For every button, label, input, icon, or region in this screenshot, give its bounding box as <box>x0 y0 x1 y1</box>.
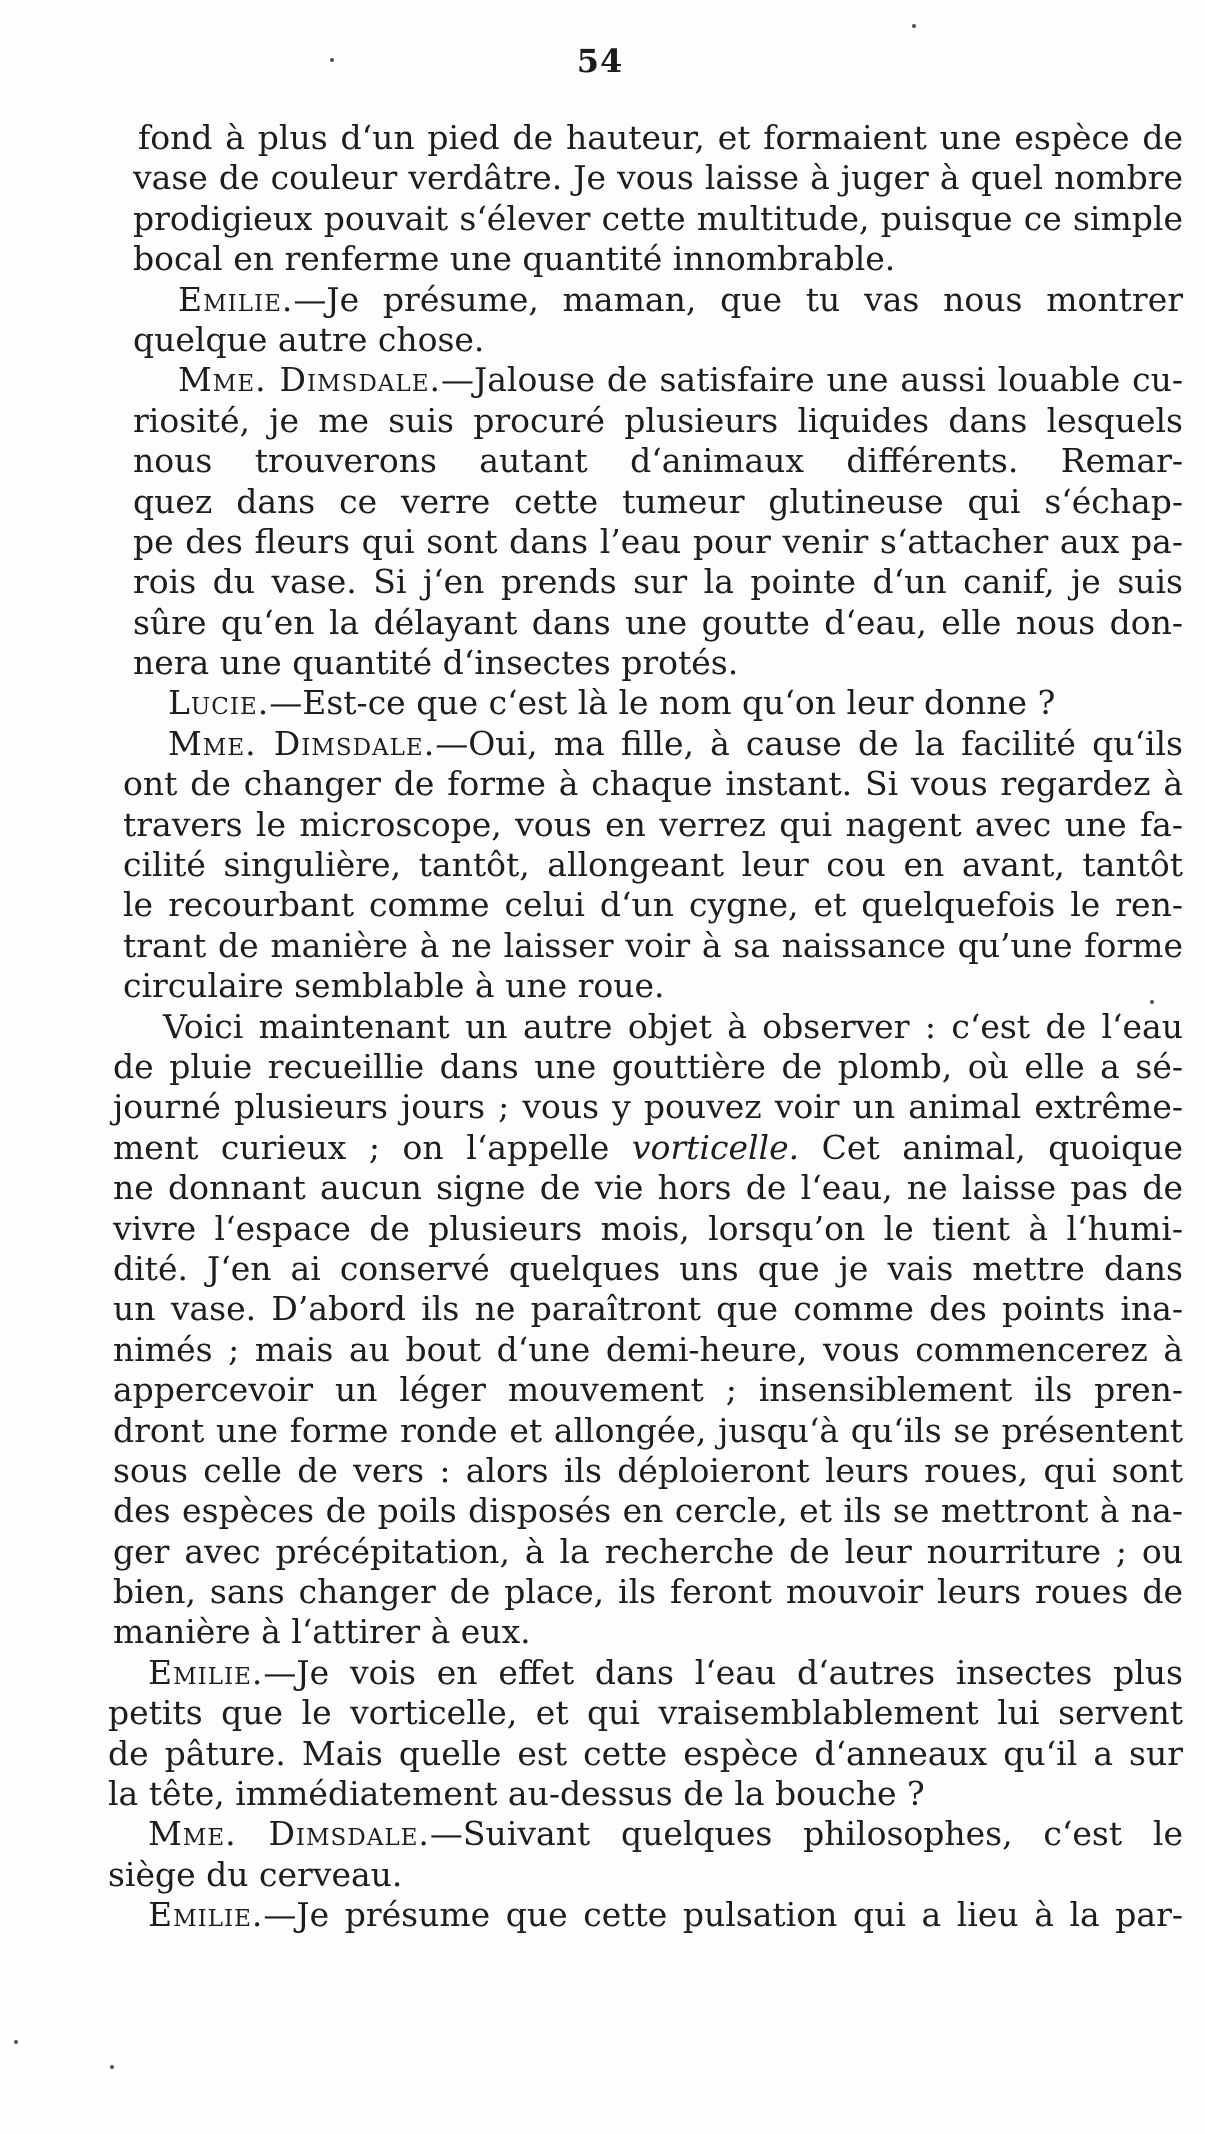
line-text: Voici maintenant un autre objet à observer : c‘est de l‘eau <box>163 1006 1183 1046</box>
line-text: —Jalouse de satisfaire une aussi louable cu- <box>440 360 1184 400</box>
line-text: —Je vois en effet dans l‘eau d‘autres insectes plus <box>263 1652 1183 1692</box>
text-line <box>123 926 1183 966</box>
text-line <box>113 1612 1183 1652</box>
line-text: un vase. D’abord ils ne paraîtront que comme des points ina- <box>113 1289 1183 1329</box>
text-line <box>113 1168 1183 1208</box>
line-text: ger avec précépitation, à la recherche de leur nourriture ; ou <box>113 1531 1183 1571</box>
speaker-name: Emilie. <box>148 1652 264 1692</box>
page-number: 54 <box>576 42 624 80</box>
text-line <box>113 1289 1183 1329</box>
text-line <box>108 1774 1183 1814</box>
text-line <box>113 1572 1183 1612</box>
line-text: —Je présume, maman, que tu vas nous montrer <box>293 279 1183 319</box>
text-line <box>133 522 1183 562</box>
line-text: le recourbant comme celui d‘un cygne, et quelquefois le ren- <box>123 885 1183 925</box>
text-line <box>133 603 1183 643</box>
print-speck <box>330 58 334 62</box>
line-text: nous trouverons autant d‘animaux différents. Remar- <box>133 441 1183 481</box>
speaker-name: Lucie. <box>168 683 270 723</box>
line-text: circulaire semblable à une roue. <box>123 966 665 1006</box>
line-text: vivre l‘espace de plusieurs mois, lorsqu’on le tient à l‘humi- <box>113 1208 1183 1248</box>
line-text: journé plusieurs jours ; vous y pouvez voir un animal extrême- <box>113 1087 1183 1127</box>
text-line <box>133 401 1183 441</box>
line-text: —Je présume que cette pulsation qui a lieu à la par- <box>263 1895 1183 1935</box>
line-text: bocal en renferme une quantité innombrable. <box>133 239 896 279</box>
line-text: cilité singulière, tantôt, allongeant leur cou en avant, tantôt <box>123 845 1183 885</box>
print-speck <box>912 24 916 28</box>
line-text: nimés ; mais au bout d‘une demi-heure, vous commencerez à <box>113 1329 1183 1369</box>
line-text: ment curieux ; on l‘appelle <box>113 1127 610 1167</box>
line-text: —Oui, ma fille, à cause de la facilité qu‘ils <box>435 723 1183 763</box>
text-line <box>123 966 1183 1006</box>
text-line <box>133 320 1183 360</box>
text-line <box>133 441 1183 481</box>
line-text: —Est-ce que c‘est là le nom qu‘on leur donne ? <box>269 683 1056 723</box>
text-line <box>138 118 1183 158</box>
line-text: la tête, immédiatement au-dessus de la bouche ? <box>108 1774 925 1814</box>
text-line <box>133 199 1183 239</box>
text-line <box>133 482 1183 522</box>
line-text: sous celle de vers : alors ils déploieront leurs roues, qui sont <box>113 1450 1183 1490</box>
line-text: quelque autre chose. <box>133 319 485 359</box>
text-line <box>133 643 1183 683</box>
line-text: rois du vase. Si j‘en prends sur la pointe d‘un canif, je suis <box>133 562 1183 602</box>
text-line <box>113 1047 1183 1087</box>
line-text: sûre qu‘en la délayant dans une goutte d‘eau, elle nous don- <box>133 602 1183 642</box>
print-speck <box>110 2065 114 2069</box>
text-line <box>108 1693 1183 1733</box>
text-line <box>113 1330 1183 1370</box>
text-line <box>178 360 1183 400</box>
text-line <box>108 1855 1183 1895</box>
line-text: dront une forme ronde et allongée, jusqu‘à qu‘ils se présentent <box>113 1410 1183 1450</box>
line-text: Cet animal, quoique <box>799 1127 1183 1167</box>
text-line <box>148 1895 1183 1935</box>
line-text: fond à plus d‘un pied de hauteur, et formaient une espèce de <box>138 118 1183 157</box>
text-line <box>123 845 1183 885</box>
line-text: —Suivant quelques philosophes, c‘est le <box>429 1814 1184 1854</box>
speaker-name: Emilie. <box>148 1895 264 1935</box>
line-text: appercevoir un léger mouvement ; insensiblement ils pren- <box>113 1370 1183 1410</box>
text-line <box>113 1087 1183 1127</box>
text-line <box>168 683 1183 723</box>
line-text: vase de couleur verdâtre. Je vous laisse à juger à quel nombre <box>133 158 1183 198</box>
text-line <box>113 1451 1183 1491</box>
text-line <box>113 1491 1183 1531</box>
text-line <box>113 1370 1183 1410</box>
line-text: de pluie recueillie dans une gouttière de plomb, où elle a sé- <box>113 1046 1183 1086</box>
text-line <box>168 724 1183 764</box>
line-text: pe des fleurs qui sont dans l’eau pour venir s‘attacher aux pa- <box>133 521 1183 561</box>
speaker-name: Mme. Dimsdale. <box>148 1814 430 1854</box>
print-speck <box>1150 1000 1154 1004</box>
text-line <box>123 805 1183 845</box>
line-text: ne donnant aucun signe de vie hors de l‘eau, ne laisse pas de <box>113 1168 1183 1208</box>
line-text: manière à l‘attirer à eux. <box>113 1612 531 1652</box>
line-text: trant de manière à ne laisser voir à sa naissance qu’une forme <box>123 925 1183 965</box>
speaker-name: Mme. Dimsdale. <box>178 360 441 400</box>
line-text: nera une quantité d‘insectes protés. <box>133 643 739 683</box>
text-line <box>163 1007 1183 1047</box>
text-line <box>113 1532 1183 1572</box>
print-speck <box>14 2040 18 2044</box>
text-line <box>113 1249 1183 1289</box>
body-text <box>108 118 1183 1936</box>
text-line <box>133 239 1183 279</box>
line-text: prodigieux pouvait s‘élever cette multitude, puisque ce simple <box>133 198 1183 238</box>
text-line <box>123 885 1183 925</box>
speaker-name: Emilie. <box>178 279 294 319</box>
line-text: travers le microscope, vous en verrez qui nagent avec une fa- <box>123 804 1183 844</box>
text-line <box>133 158 1183 198</box>
text-line <box>113 1411 1183 1451</box>
text-line <box>108 1734 1183 1774</box>
speaker-name: Mme. Dimsdale. <box>168 723 436 763</box>
line-text: siège du cerveau. <box>108 1854 403 1894</box>
line-text: riosité, je me suis procuré plusieurs liquides dans lesquels <box>133 400 1183 440</box>
text-line <box>113 1209 1183 1249</box>
line-text: petits que le vorticelle, et qui vraisemblablement lui servent <box>108 1693 1183 1733</box>
text-line <box>178 280 1183 320</box>
italic-term: vorticelle. <box>631 1127 800 1167</box>
text-line <box>113 1128 1183 1168</box>
line-text: des espèces de poils disposés en cercle, et ils se mettront à na- <box>113 1491 1183 1531</box>
line-text: bien, sans changer de place, ils feront mouvoir leurs roues de <box>113 1572 1183 1612</box>
text-line <box>123 764 1183 804</box>
text-line <box>148 1653 1183 1693</box>
text-line <box>133 562 1183 602</box>
line-text: quez dans ce verre cette tumeur glutineuse qui s‘échap- <box>133 481 1183 521</box>
line-text: ont de changer de forme à chaque instant. Si vous regardez à <box>123 764 1183 804</box>
text-line <box>148 1814 1183 1854</box>
line-text: de pâture. Mais quelle est cette espèce d‘anneaux qu‘il a sur <box>108 1733 1183 1773</box>
line-text: dité. J‘en ai conservé quelques uns que je vais mettre dans <box>113 1248 1183 1288</box>
